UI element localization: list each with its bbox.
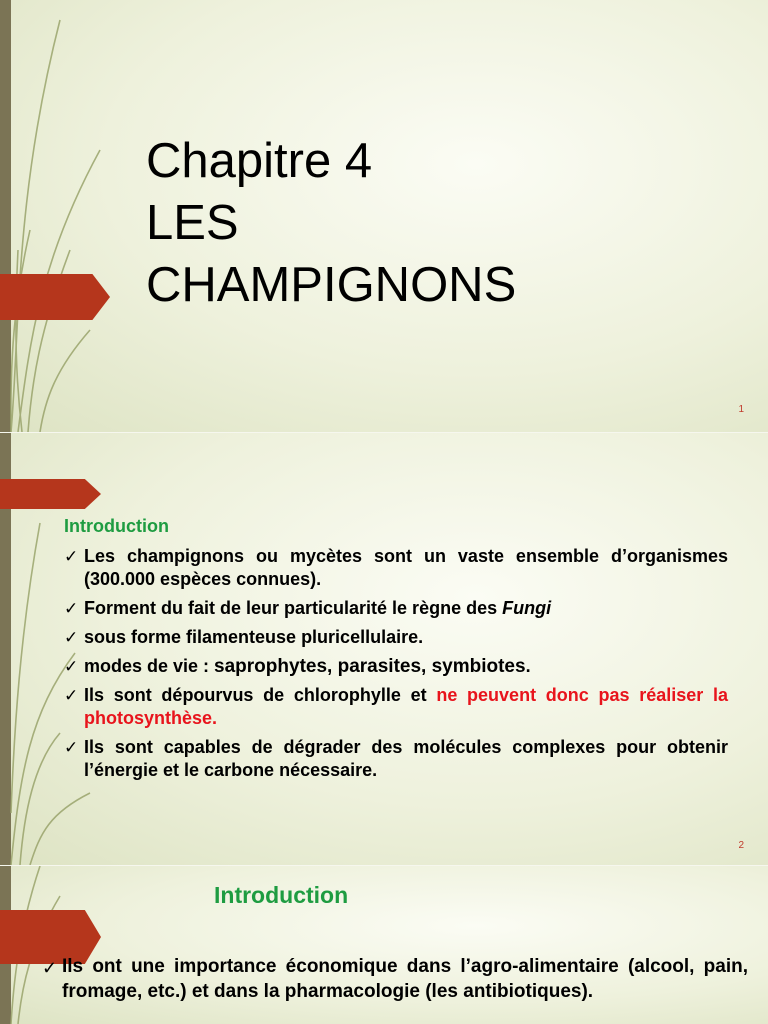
checkmark-icon: ✓ <box>64 686 79 705</box>
page-number: 2 <box>738 840 744 851</box>
checkmark-icon: ✓ <box>64 657 79 676</box>
checkmark-icon: ✓ <box>64 738 79 757</box>
bullet-suffix: . <box>525 656 531 676</box>
bullet-text: Ils sont capables de dégrader des molécules complexes pour obtenir l’énergie et le carbone nécessaire. <box>84 737 728 780</box>
page-number: 1 <box>738 404 744 415</box>
red-arrow-tab <box>0 274 110 320</box>
list-item <box>64 684 728 730</box>
slide-title <box>146 130 516 316</box>
title-line-1: Chapitre 4 <box>146 134 373 188</box>
slide-3 <box>0 866 768 1024</box>
bullet-text: Forment du fait de leur particularité le règne des <box>84 598 503 618</box>
grass-leaves-decoration <box>0 0 120 432</box>
checkmark-icon: ✓ <box>64 599 79 618</box>
bullet-text: sous forme filamenteuse pluricellulaire. <box>84 627 424 647</box>
bullet-list <box>64 545 728 788</box>
bullet-text: Ils ont une importance économique dans <box>62 956 461 977</box>
slide-2 <box>0 433 768 865</box>
slide-1 <box>0 0 768 432</box>
list-item <box>64 545 728 591</box>
bold-term: l’agro-alimentaire <box>460 956 619 977</box>
section-heading: Introduction <box>64 516 169 536</box>
bold-terms: saprophytes, parasites, symbiotes <box>214 656 526 677</box>
list-item <box>42 954 748 1004</box>
list-item <box>64 655 728 678</box>
checkmark-icon: ✓ <box>42 958 58 978</box>
list-item <box>64 736 728 782</box>
bullet-text: (alcool, pain, fromage, etc.) et dans la <box>62 956 748 1002</box>
title-line-2: LES <box>146 196 239 250</box>
red-arrow-tab <box>0 479 101 509</box>
bullet-text: (les antibiotiques). <box>419 981 594 1002</box>
bullet-text: Les champignons ou mycètes sont un vaste ensemble d’organismes (300.000 espèces connues). <box>84 546 728 589</box>
red-emphasis: ne peuvent donc pas réaliser la photosynthèse. <box>84 685 728 728</box>
bullet-text: modes de vie : <box>84 656 215 676</box>
list-item <box>64 626 728 649</box>
checkmark-icon: ✓ <box>64 547 79 566</box>
title-line-3: CHAMPIGNONS <box>146 258 517 312</box>
list-item <box>64 597 728 620</box>
bold-term: pharmacologie <box>284 981 420 1002</box>
checkmark-icon: ✓ <box>64 628 79 647</box>
italic-term: Fungi <box>502 598 552 618</box>
bullet-text: Ils sont dépourvus de chlorophylle et <box>84 685 437 705</box>
section-heading: Introduction <box>214 882 349 908</box>
